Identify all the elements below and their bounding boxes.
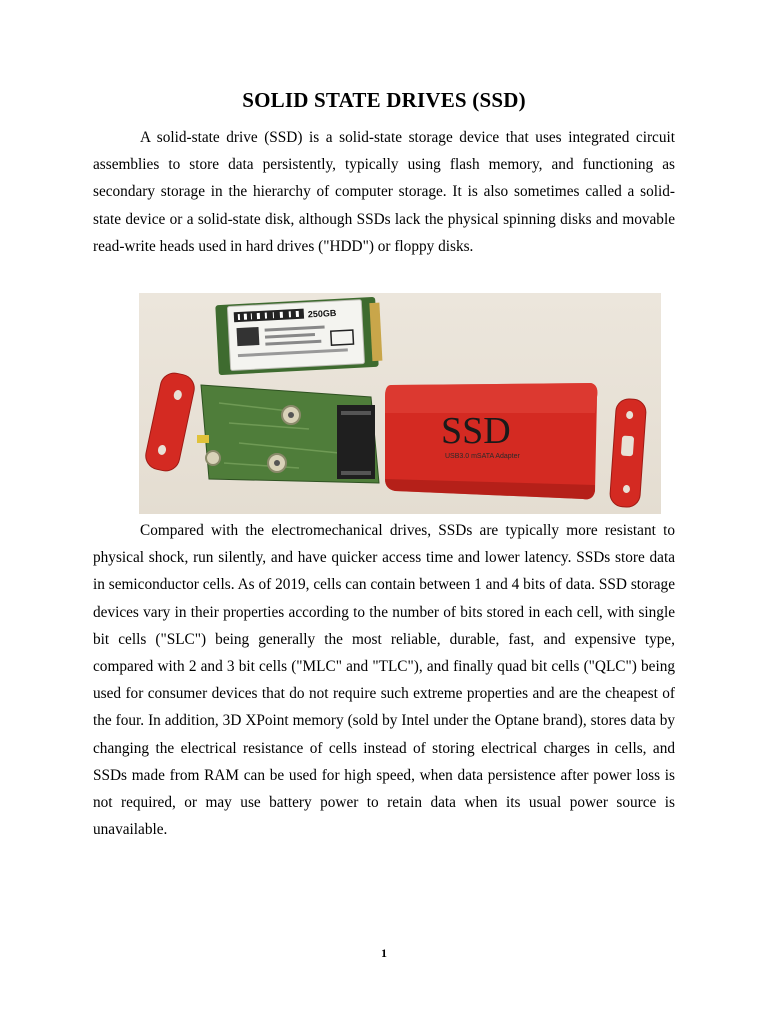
page-title: SOLID STATE DRIVES (SSD) <box>242 88 526 112</box>
ssd-photo-illustration <box>139 293 661 514</box>
right-end-cap <box>609 398 646 508</box>
msata-drive <box>215 297 382 375</box>
enclosure-ssd-label: SSD <box>441 410 511 452</box>
paragraph-comparison: Compared with the electromechanical drives, SSDs are typically more resistant to physical shock, run silently, and have quicker access time and lower latency. SSDs store data in semiconductor cells. As of 2019, cells can contain between 1 and 4 bits of data. SSD storage devices vary in their properties according to the number of bits stored in each cell, with single bit cells ("SLC") being generally the most reliable, durable, fast, and expensive type, compared with 2 and 3 bit cells ("MLC" and "TLC"), and finally quad bit cells ("QLC") being used for consumer devices that do not require such extreme properties and are the cheapest of the four. In addition, 3D XPoint memory (sold by Intel under the Optane brand), stores data by changing the electrical resistance of cells instead of storing electrical charges in cells, and SSDs made from RAM can be used for high speed, when data persistence after power loss is not required, or may use battery power to retain data when its usual power source is unavailable. <box>93 522 675 839</box>
paragraph-intro: A solid-state drive (SSD) is a solid-state storage device that uses integrated circuit assemblies to store data persistently, typically using flash memory, and functioning as secondary storage in the hierarchy of computer storage. It is also sometimes called a solid-state device or a solid-state disk, although SSDs lack the physical spinning disks and movable read-write heads used in hard drives ("HDD") or floppy disks. <box>93 129 675 255</box>
page-number: 1 <box>381 946 387 960</box>
ssd-enclosure <box>385 383 597 499</box>
adapter-pcb <box>197 385 379 483</box>
enclosure-adapter-label: USB3.0 mSATA Adapter <box>445 453 520 460</box>
left-end-cap <box>143 371 197 474</box>
drive-capacity-label: 250GB <box>307 307 337 320</box>
ssd-photo <box>139 293 661 514</box>
